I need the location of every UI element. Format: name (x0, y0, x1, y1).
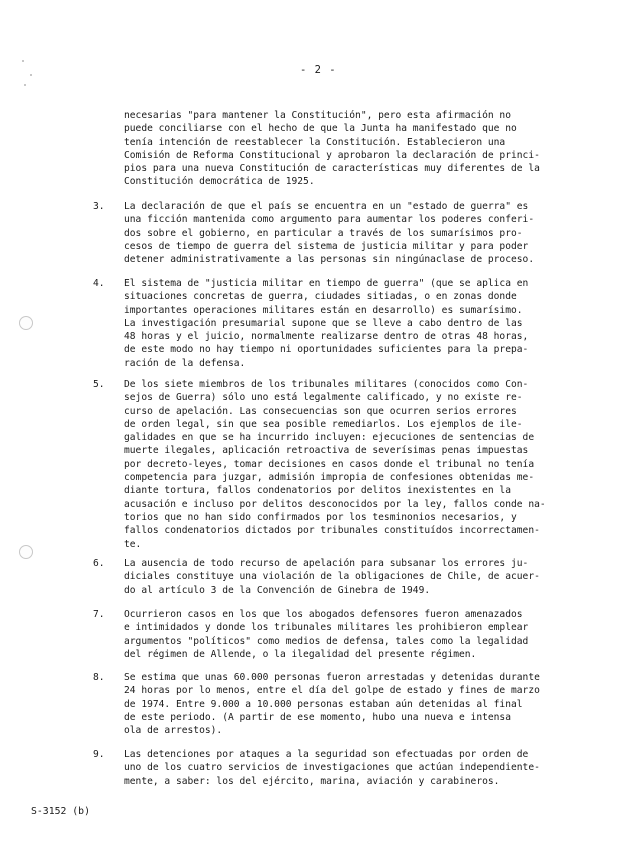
paragraph-text: El sistema de "justicia militar en tiempo de guerra" (que se aplica en situaciones concretas de guerra, ciudades sitiadas, o en zonas donde importantes operaciones militares están en desarrollo) es sumarísimo. La investigación presumarial supone que se lleve a cabo dentro de las 48 horas y el juicio, normalmente realizarse dentro de otras 48 horas, de este modo no hay tiempo ni oportunidades suficientes para la prepa- ración de la defensa. (124, 278, 529, 369)
document-code: S-3152 (b) (31, 806, 90, 817)
paragraph-number: 5. (93, 379, 105, 390)
paragraph-number: 9. (93, 749, 105, 760)
punch-hole (19, 545, 33, 559)
paragraph-text: Ocurrieron casos en los que los abogados defensores fueron amenazados e intimidados y donde los tribunales militares les prohibieron emplear argumentos "políticos" como medios de defensa, tales como la legalidad del régimen de Allende, o la ilegalidad del presente régimen. (124, 609, 529, 660)
page-number: - 2 - (300, 64, 337, 76)
paragraph-text: La ausencia de todo recurso de apelación para subsanar los errores ju- diciales constituye una violación de la obligaciones de Chile, de acuer- do al artículo 3 de la Convención de Ginebra de 1949. (124, 558, 540, 596)
scan-speck (22, 60, 24, 62)
paragraph-text: Se estima que unas 60.000 personas fueron arrestadas y detenidas durante 24 horas por lo menos, entre el día del golpe de estado y fines de marzo de 1974. Entre 9.000 a 10.000 personas estaban aún detenidas al final de este periodo. (A partir de ese momento, hubo una nueva e intensa ola de arrestos). (124, 672, 540, 737)
paragraph-number: 6. (93, 558, 105, 569)
paragraph-text: necesarias "para mantener la Constitución", pero esta afirmación no puede conciliarse con el hecho de que la Junta ha manifestado que no tenía intención de reestablecer la Constitución. Establecieron una Comisión de Reforma Constitucional y aprobaron la declaración de princi- pios para una nueva Constitución de características muy diferentes de la Constitución democrática de 1925. (124, 110, 540, 188)
paragraph-text: Las detenciones por ataques a la seguridad son efectuadas por orden de uno de los cuatro servicios de investigaciones que actúan independiente- mente, a saber: los del ejército, marina, aviación y carabineros. (124, 749, 540, 787)
paragraph-5 (124, 378, 554, 551)
paragraph-text: De los siete miembros de los tribunales militares (conocidos como Con- sejos de Guerra) sólo uno está legalmente calificado, y no existe re- curso de apelación. Las consecuencias son que ocurren serios errores de orden legal, sin que sea posible remediarlos. Los ejemplos de ile- galidades en que se ha incurrido incluyen: ejecuciones de sentencias de muerte ilegales, aplicación retroactiva de severísimas penas impuestas por decreto-leyes, tomar decisiones en casos donde el tribunal no tenía competencia para juzgar, admisión impropia de confesiones obtenidas me- diante tortura, fallos condenatorios por delitos inexistentes en la acusación e incluso por delitos desconocidos por la ley, fallos conde na- torios que no han sido confirmados por los tesminonios necesarios, y fallos condenatorios dictados por tribunales constituídos incorrectamen- te. (124, 379, 546, 550)
paragraph-7 (124, 608, 554, 661)
paragraph-number: 3. (93, 201, 105, 212)
paragraph-8 (124, 671, 554, 737)
punch-hole (19, 316, 33, 330)
scan-speck (24, 84, 26, 86)
paragraph-number: 4. (93, 278, 105, 289)
paragraph-3 (124, 200, 554, 266)
paragraph-number: 7. (93, 609, 105, 620)
paragraph-6 (124, 557, 554, 597)
paragraph-text: La declaración de que el país se encuentra en un "estado de guerra" es una ficción mantenida como argumento para aumentar los poderes conferi- dos sobre el gobierno, en particular a través de los sumarísimos pro- cesos de tiempo de guerra del sistema de justicia militar y para poder detener administrativamente a las personas sin ningúnaclase de proceso. (124, 201, 535, 266)
paragraph-number: 8. (93, 672, 105, 683)
paragraph-4 (124, 277, 554, 370)
paragraph-9 (124, 748, 554, 788)
scan-speck (30, 74, 32, 76)
paragraph-continuation (124, 109, 554, 189)
